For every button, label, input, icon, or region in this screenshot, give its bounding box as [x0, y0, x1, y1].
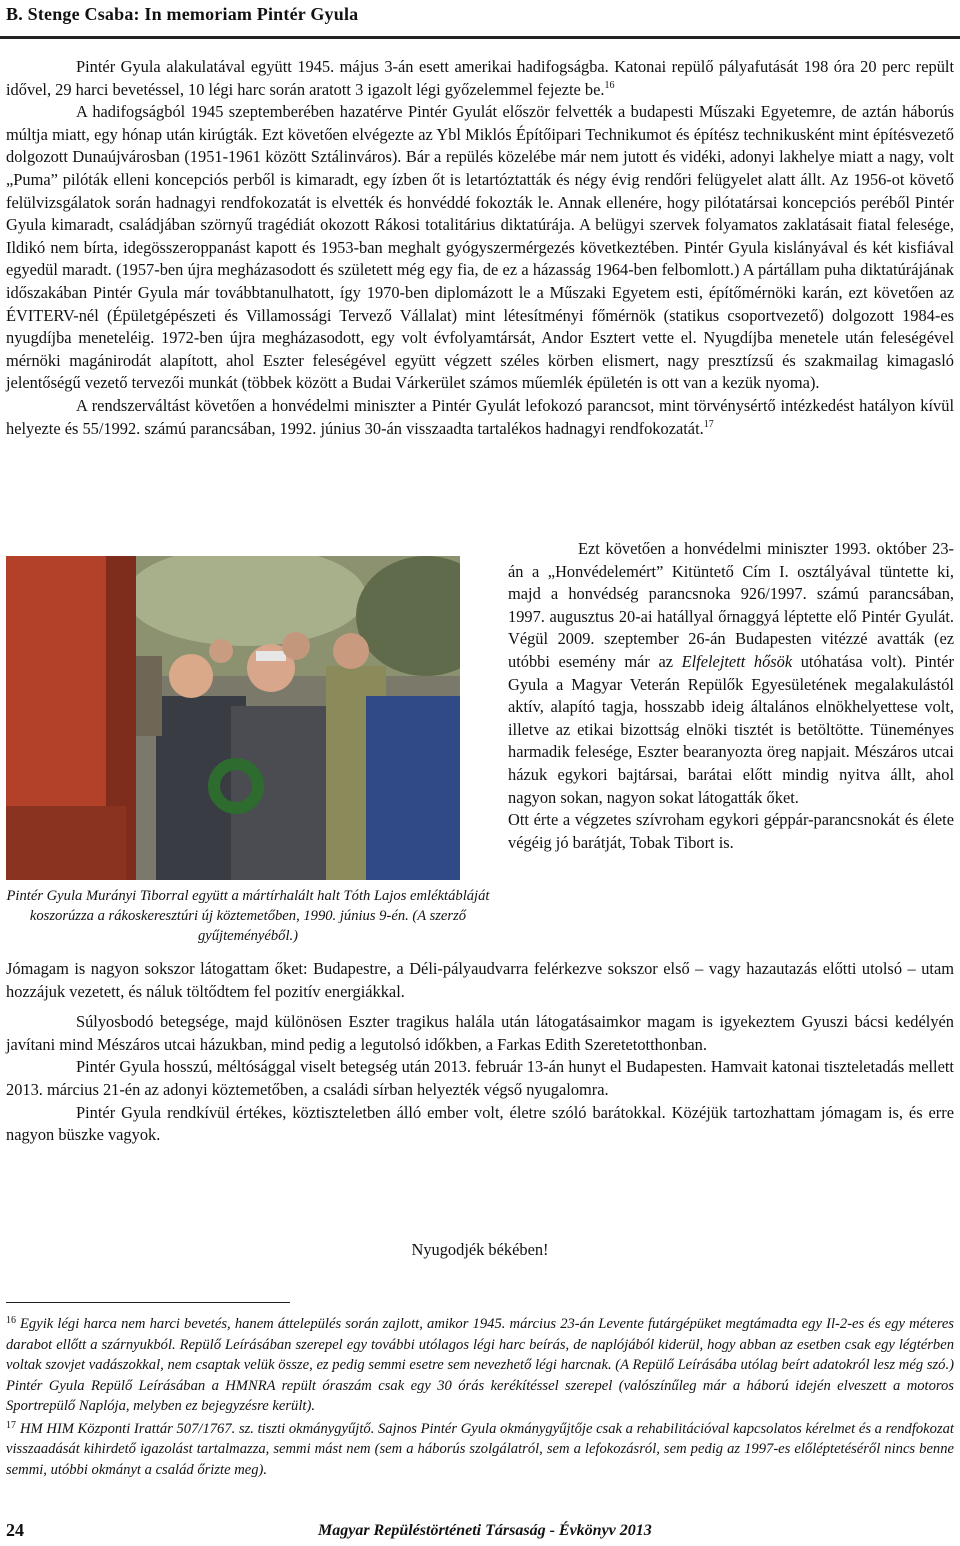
footnote-number: 17: [6, 1419, 16, 1431]
paragraph-text: Pintér Gyula alakulatával együtt 1945. május 3-án esett amerikai hadifogságba. Katonai repülő pályafutását 198 óra 20 perc repült idővel, 29 harci bevetéssel, 10 légi harc során aratott 3 igazolt légi győzelemmel fejezte be.: [6, 57, 954, 99]
footnote-text: Egyik légi harca nem harci bevetés, hanem áttelepülés során zajlott, amikor 1945. március 23-án Levente futárgépüket megtámadta egy Il-2-es és egy méteres darabot ellőtt a szárnyukból. Repülő Leírásában szerepel egy további utólagos légi harc beírás, de naplójából kiderül, hogy abban az esetben csak egy légtérben voltak szovjet vadászokkal, nem csaptak velük össze, ez pedig semmi esetre sem nevezhető légi harcnak. (A Repülő Leírásába utólag beírt adatokról lesz még szó.) Pintér Gyula Repülő Leírásában a HMNRA repült óraszám csak egy 30 órás kerékítéssel szerepel (valószínűleg már a háború idején elveszett a motoros Sportrepülő Naplója, melyben ez bejegyzésre került).: [6, 1316, 954, 1414]
page-footer: [0, 1520, 960, 1544]
page-number: 24: [6, 1520, 24, 1540]
paragraph-tobak: Ott érte a végzetes szívroham egykori géppár-parancsnokát és élete végéig jó barátját, Tobak Tibort is.: [508, 810, 954, 852]
footnote-number: 16: [6, 1315, 16, 1326]
footnote-16: [6, 1314, 954, 1417]
paragraph-death: Pintér Gyula hosszú, méltósággal viselt betegség után 2013. február 13-án hunyt el Budapesten. Hamvait katonai tiszteletadás mellett 2013. március 21-én az adonyi köztemetőben, a családi sírban helyezték végső nyugalomra.: [6, 1057, 954, 1099]
farewell-line: Nyugodjék békében!: [411, 1240, 549, 1259]
photo-caption: Pintér Gyula Murányi Tiborral együtt a mártírhalált halt Tóth Lajos emléktábláját koszorúzza a rákoskeresztúri új köztemetőben, 1990. június 9-én. (A szerző gyűjteményéből.): [6, 888, 490, 944]
paragraph-honors: [508, 538, 954, 809]
paragraph-captivity: [6, 56, 954, 101]
paragraph-text: utóhatása volt). Pintér Gyula a Magyar Veterán Repülők Egyesületének megalakulástól aktív, alapító tagja, hosszabb ideig általános elnökhelyettese volt, illetve az etikai bizottság elnöki tisztét is betöltötte. Tüneményes harmadik felesége, Eszter bearanyozta öreg napjait. Mészáros utcai házuk egykori bajtársai, barátai előtt mindig nyitva állt, ahol nagyon sokan, nagyon sokat látogatták őket.: [508, 651, 954, 807]
paragraph-text: Ezt követően a honvédelmi miniszter 1993. október 23-án a „Honvédelemért” Kitüntető Cím I. osztályával tüntette ki, majd a honvédség parancsnoka 926/1997. számú parancsában, 1997. augusztus 20-ai hatállyal őrnaggyá léptette elő Pintér Gyulát. Végül 2009. szeptember 26-án Budapesten vitézzé avatták (ez utóbbi esemény már az: [508, 539, 954, 671]
footnote-ref-17: 17: [703, 418, 714, 430]
running-title: B. Stenge Csaba: In memoriam Pintér Gyula: [6, 4, 359, 24]
footnote-17: [6, 1419, 954, 1481]
memorial-photo: [6, 556, 460, 880]
page-header: [0, 0, 960, 39]
paragraph-visits: Jómagam is nagyon sokszor látogattam őket: Budapestre, a Déli-pályaudvarra felérkezve sokszor első – vagy hazautazás előtti utolsó – utam hozzájuk vezetett, és náluk töltődtem fel pozitív energiákkal.: [6, 959, 954, 1001]
intro-section: [6, 56, 954, 440]
paragraph-text: A rendszerváltást követően a honvédelmi miniszter a Pintér Gyulát lefokozó parancsot, mint törvénysértő intézkedést hatályon kívül helyezte és 55/1992. számú parancsában, 1992. június 30-án visszaadta tartalékos hadnagyi rendfokozatát.: [6, 395, 954, 438]
footnote-divider: [6, 1302, 290, 1303]
footnote-ref-16: 16: [604, 79, 615, 91]
footnote-text: HM HIM Központi Irattár 507/1767. sz. tiszti okmánygyűjtő. Sajnos Pintér Gyula okmánygyűjtője csak a rehabilitációval kapcsolatos kérelmet és a rendfokozat visszaadását kihirdető igazolást tartalmazza, semmi mást nem (sem a háborús szolgálatról, sem a lefokozásról, sem pedig az 1997-es előléptetéséről nincs benne semmi, utóbbi okmányt a család őrizte meg).: [6, 1420, 954, 1478]
paragraph-illness: Súlyosbodó betegsége, majd különösen Eszter tragikus halála után látogatásaimkor magam is igyekeztem Gyuszi bácsi kedélyén javítani mind Mészáros utcai házukban, mind pedig a legutolsó időkben, a Farkas Edith Szeretetotthonban.: [6, 1012, 954, 1054]
closing-section: [6, 958, 954, 1147]
right-column-text: [508, 538, 954, 854]
journal-title: Magyar Repüléstörténeti Társaság - Évkönyv 2013: [318, 1522, 652, 1539]
paragraph-after-war: A hadifogságból 1945 szeptemberében hazatérve Pintér Gyulát először felvették a budapesti Műszaki Egyetemre, de aztán háborús múltja miatt, egy hónap után kirúgták. Ezt követően elvégezte az Ybl Miklós Építőipari Technikumot és építész technikusként mint építésvezető dolgozott Dunaújvárosban (1951-1961 között Sztálinváros). Bár a repülés közelébe már nem jutott és vidéki, adonyi lakhelye miatt a nagy, volt „Puma” pilóták elleni koncepciós perből is kimaradt, egy ízben őt is letartóztatták és négy évig rendőri felügyelet alatt állt. Az 1956-ot követő felülvizsgálatok során hadnagyi rendfokozatát is elvették és honvéddé fokozták le. Annak ellenére, hogy pilótatársai koncepciós peréből Pintér Gyula kimaradt, családjában szörnyű tragédiát okozott Rákosi totalitárius diktatúrája. A belügyi szervek folyamatos zaklatásait fiatal felesége, Ildikó nem bírta, idegösszeroppanást kapott és 1953-ban meghalt gyógyszermérgezés következtében. Pintér Gyula kislányával és két kisfiával egyedül maradt. (1957-ben újra megházasodott és született még egy fia, de ez a házasság 1964-ben felbomlott.) A pártállam puha diktatúrájának időszakában Pintér Gyula már továbbtanulhatott, így 1970-ben diplomázott le a Műszaki Egyetem esti, építőmérnöki karán, ezt követően az ÉVITERV-nél (Épületgépészeti és Villamossági Tervező Vállalat) mint létesítményi főmérnök (statikus csoportvezető) dolgozott 1984-es nyugdíjba meneteléig. 1972-ben újra megházasodott, egy volt évfolyamtársát, Andor Esztert vette el. Nyugdíjba menetele után feleségével mérnöki magánirodát alapított, ahol Eszter feleségével együtt végzett széles körben elismert, nagy presztízsű és szakmailag kimagasló jelentőségű vezető tervezői munkát (többek között a Budai Várkerület számos műemlék épületén is ott van a kezük nyoma).: [6, 102, 954, 393]
footnotes: [6, 1314, 954, 1480]
paragraph-tribute: Pintér Gyula rendkívül értékes, köztiszteletben álló ember volt, életre szóló barátokkal. Közéjük tartozhattam jómagam is, és erre nagyon büszke vagyok.: [6, 1102, 954, 1145]
book-title: Elfelejtett hősök: [681, 651, 793, 671]
paragraph-rehabilitation: [6, 395, 954, 440]
